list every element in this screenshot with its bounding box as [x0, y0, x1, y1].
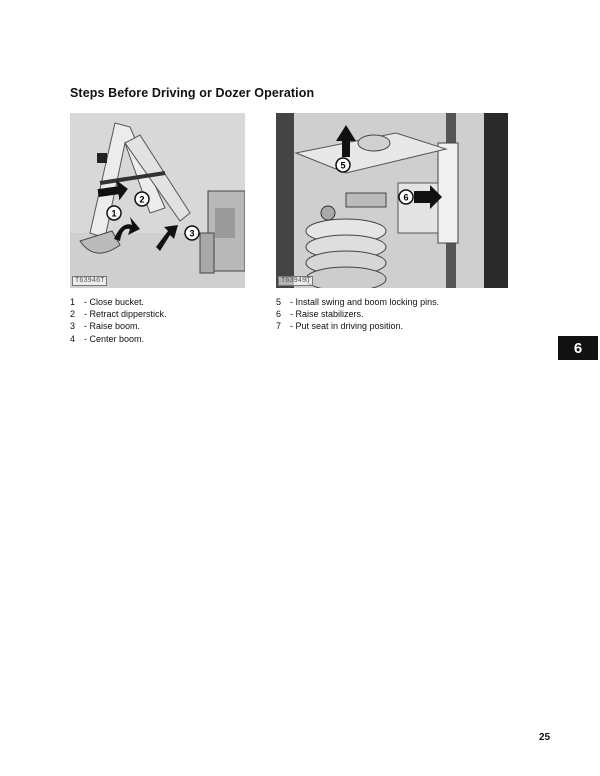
photo-code: T63946T — [72, 276, 107, 286]
step-item: 6 - Raise stabilizers. — [276, 309, 364, 320]
backhoe-boom-illustration — [70, 113, 245, 288]
callout-1 — [107, 206, 121, 220]
svg-text:2: 2 — [139, 194, 145, 205]
callout-2 — [135, 192, 149, 206]
photo-code: T63949T — [278, 276, 313, 286]
step-item: 2 - Retract dipperstick. — [70, 309, 167, 320]
step-item: 4 - Center boom. — [70, 333, 145, 344]
step-item: 5 - Install swing and boom locking pins. — [276, 297, 440, 307]
page-title: Steps Before Driving or Dozer Operation — [70, 86, 315, 100]
callout-5 — [336, 158, 350, 172]
steps-list-left — [70, 296, 167, 345]
svg-text:5: 5 — [340, 160, 346, 171]
step-item: 7 - Put seat in driving position. — [276, 321, 404, 332]
svg-text:1: 1 — [111, 208, 117, 219]
callout-6 — [399, 190, 413, 204]
step-item: 1 - Close bucket. — [70, 297, 145, 307]
backhoe-boom-photo — [70, 113, 245, 288]
page-number: 25 — [539, 732, 551, 743]
svg-text:6: 6 — [403, 192, 409, 203]
section-tab: 6 — [558, 336, 598, 360]
steps-list-right — [276, 296, 439, 333]
locking-pins-illustration — [276, 113, 508, 288]
callout-3 — [185, 226, 199, 240]
svg-text:3: 3 — [189, 228, 195, 239]
step-item: 3 - Raise boom. — [70, 321, 141, 332]
locking-pins-photo — [276, 113, 508, 288]
